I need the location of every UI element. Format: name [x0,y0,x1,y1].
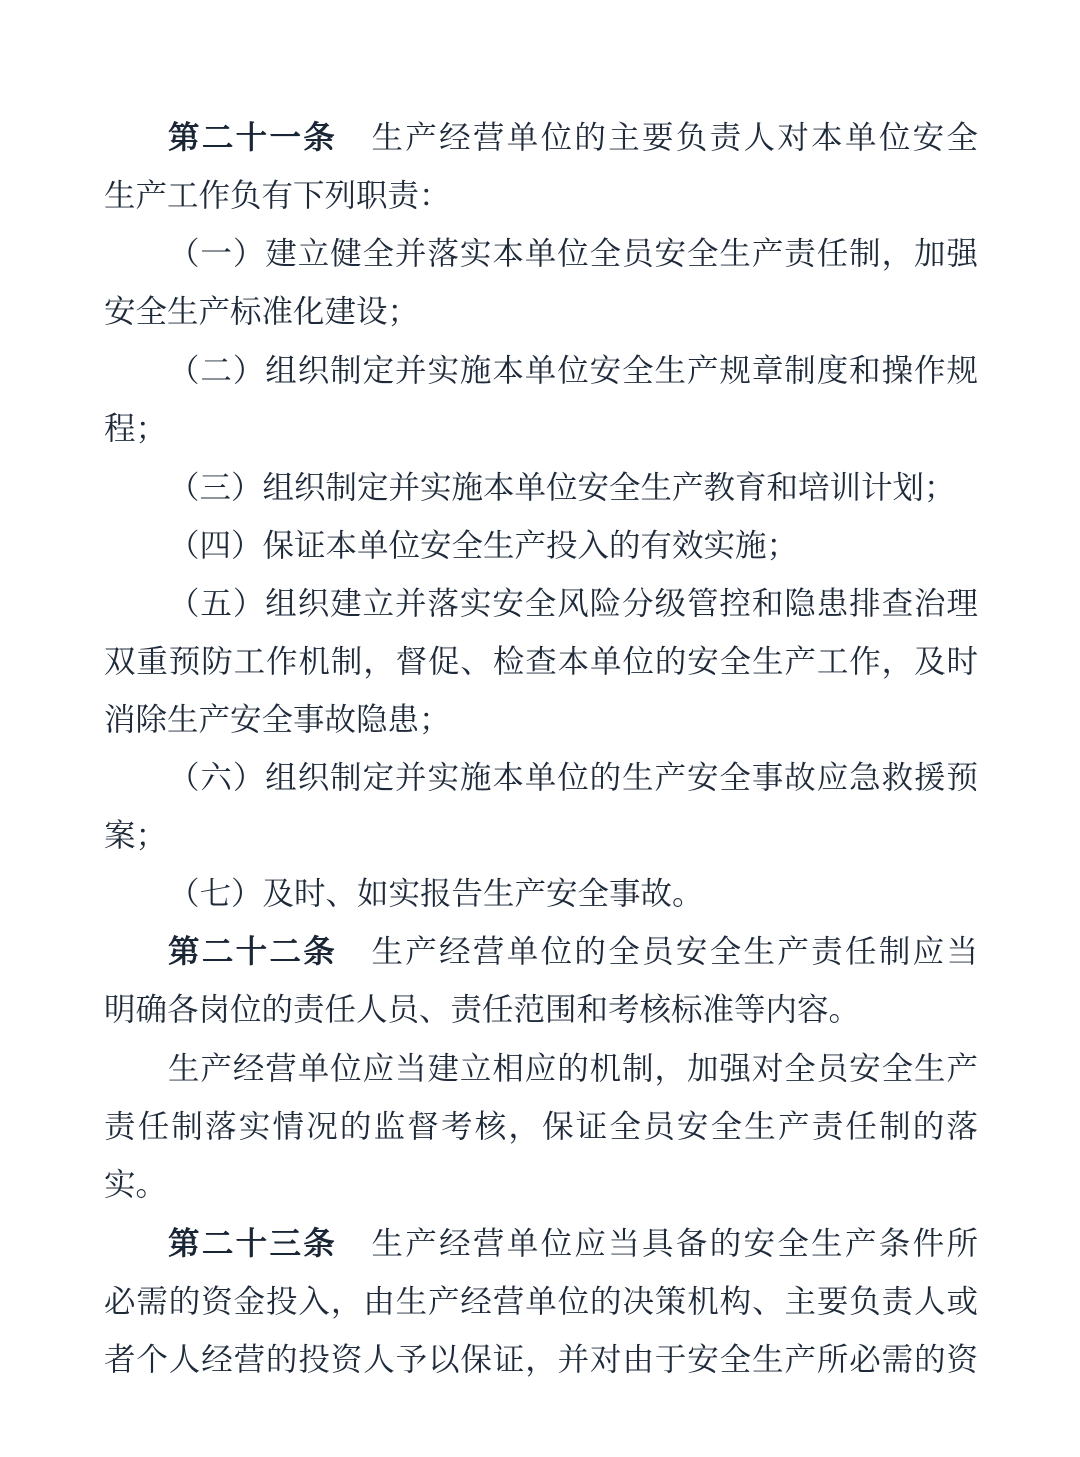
item-6-line-2: 案； [104,818,168,854]
article-22-heading: 第二十二条 [168,934,338,970]
article-22-line-1 [104,922,978,982]
item-4: （四）保证本单位安全生产投入的有效实施； [168,528,799,564]
article-22-para-2-line-2: 责任制落实情况的监督考核，保证全员安全生产责任制的落 [104,1109,978,1145]
item-5-line-1: （五）组织建立并落实安全风险分级管控和隐患排查治理 [168,586,978,622]
article-22-para-2-line-3: 实。 [104,1167,168,1203]
item-1-line-1: （一）建立健全并落实本单位全员安全生产责任制，加强 [168,236,978,272]
item-5-line-2: 双重预防工作机制，督促、检查本单位的安全生产工作，及时 [104,644,978,680]
article-22-text-1: 生产经营单位的全员安全生产责任制应当 [369,934,978,970]
article-21-line-2: 生产工作负有下列职责： [104,178,451,214]
article-23-text-1: 生产经营单位应当具备的安全生产条件所 [369,1226,978,1262]
item-1-line-2: 安全生产标准化建设； [104,294,420,330]
item-6-line-1: （六）组织制定并实施本单位的生产安全事故应急救援预 [168,760,978,796]
article-23-heading: 第二十三条 [168,1226,338,1262]
item-3: （三）组织制定并实施本单位安全生产教育和培训计划； [168,470,956,506]
article-21-line-1 [104,108,978,168]
article-22-para-2-line-1: 生产经营单位应当建立相应的机制，加强对全员安全生产 [168,1051,978,1087]
item-2-line-2: 程； [104,411,168,447]
article-21-heading: 第二十一条 [168,120,338,156]
item-7: （七）及时、如实报告生产安全事故。 [168,876,704,912]
article-23-line-1 [104,1214,978,1274]
article-21-text-1: 生产经营单位的主要负责人对本单位安全 [369,120,978,156]
article-22-line-2: 明确各岗位的责任人员、责任范围和考核标准等内容。 [104,992,861,1028]
item-5-line-3: 消除生产安全事故隐患； [104,702,451,738]
article-23-line-2: 必需的资金投入，由生产经营单位的决策机构、主要负责人或 [104,1284,978,1320]
item-2-line-1: （二）组织制定并实施本单位安全生产规章制度和操作规 [168,353,978,389]
article-23-line-3: 者个人经营的投资人予以保证，并对由于安全生产所必需的资 [104,1342,978,1378]
